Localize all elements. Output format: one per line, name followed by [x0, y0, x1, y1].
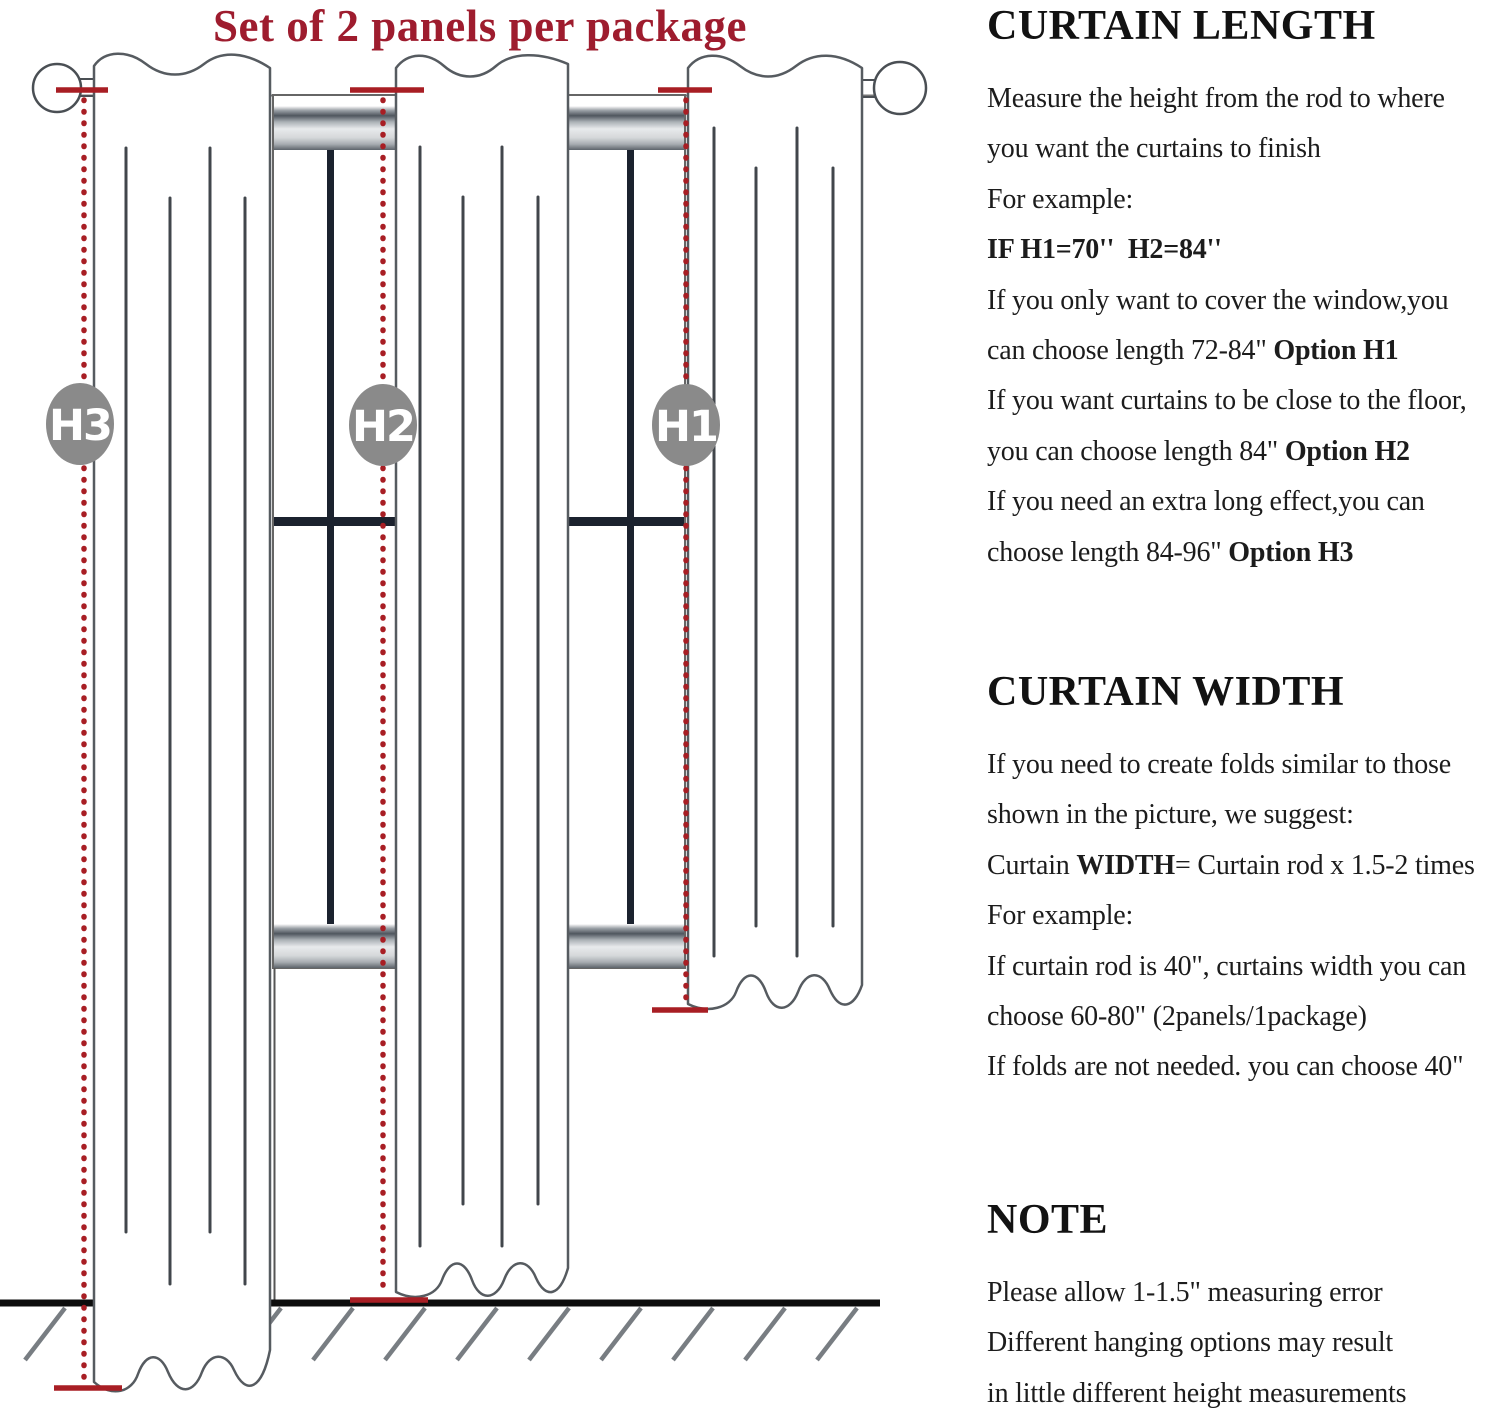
- text-line: [987, 1042, 1500, 1092]
- curtain-panel-h3: [94, 54, 270, 1392]
- text-segment: If folds are not needed. you can choose 40": [987, 1051, 1464, 1083]
- section-note: [987, 1196, 1500, 1413]
- curtain-panel-h1: [688, 56, 862, 1009]
- text-line: [987, 225, 1500, 275]
- text-segment-bold: Option H3: [1228, 536, 1354, 568]
- text-segment-bold: Option H1: [1273, 334, 1399, 366]
- text-line: [987, 992, 1500, 1042]
- text-segment: If you only want to cover the window,you: [987, 284, 1449, 316]
- text-line: [987, 1318, 1500, 1368]
- section-curtain-width: [987, 668, 1500, 1093]
- section-body: [987, 740, 1500, 1093]
- section-body: [987, 1268, 1500, 1413]
- text-segment: choose 60-80" (2panels/1package): [987, 1000, 1367, 1032]
- section-heading: CURTAIN WIDTH: [987, 669, 1345, 715]
- text-segment-bold: IF H1=70'' H2=84'': [987, 234, 1222, 266]
- text-line: [987, 74, 1500, 124]
- text-line: [987, 841, 1500, 891]
- text-line: [987, 376, 1500, 426]
- text-segment: Measure the height from the rod to where: [987, 83, 1445, 114]
- section-heading: NOTE: [987, 1197, 1109, 1243]
- text-line: [987, 1369, 1500, 1413]
- badge-label-h2: H2: [352, 402, 414, 452]
- text-segment: = Curtain rod x 1.5-2 times: [1174, 849, 1475, 881]
- instructions-column: [987, 0, 1500, 1413]
- text-line: [987, 1268, 1500, 1318]
- window-mullion-vertical-left: [327, 150, 334, 924]
- text-segment: For example:: [987, 183, 1134, 215]
- badge-label-h1: H1: [655, 402, 717, 452]
- text-line: [987, 175, 1500, 225]
- text-segment: you can choose length 84": [987, 435, 1285, 467]
- text-line: [987, 124, 1500, 174]
- section-heading: CURTAIN LENGTH: [987, 3, 1376, 49]
- text-line: [987, 477, 1500, 527]
- text-segment: in little different height measurements: [987, 1377, 1407, 1409]
- text-line: [987, 891, 1500, 941]
- section-curtain-length: [987, 2, 1500, 578]
- text-segment: Different hanging options may result: [987, 1327, 1393, 1359]
- text-segment: If you need to create folds similar to those: [987, 749, 1451, 780]
- text-line: [987, 276, 1500, 326]
- rod-finial-right: [874, 62, 926, 114]
- text-segment: you want the curtains to finish: [987, 133, 1321, 165]
- diagram-title: Set of 2 panels per package: [213, 1, 747, 51]
- text-line: [987, 790, 1500, 840]
- text-segment: If you want curtains to be close to the floor,: [987, 385, 1467, 417]
- text-segment-bold: WIDTH: [1076, 849, 1175, 881]
- window-mullion-vertical-right: [627, 150, 634, 924]
- curtain-panel-h2: [396, 55, 568, 1297]
- text-segment: can choose length 72-84": [987, 334, 1274, 366]
- text-line: [987, 942, 1500, 992]
- text-line: [987, 326, 1500, 376]
- text-segment: Please allow 1-1.5" measuring error: [987, 1277, 1383, 1308]
- text-segment: shown in the picture, we suggest:: [987, 799, 1354, 831]
- text-line: [987, 427, 1500, 477]
- curtain-h2-outline: [396, 55, 568, 1297]
- text-segment: choose length 84-96": [987, 536, 1229, 568]
- text-segment: For example:: [987, 900, 1134, 932]
- section-body: [987, 74, 1500, 578]
- text-segment-bold: Option H2: [1284, 435, 1410, 467]
- badge-label-h3: H3: [49, 401, 111, 451]
- text-segment: Curtain: [987, 849, 1077, 881]
- text-segment: If curtain rod is 40", curtains width you can: [987, 950, 1467, 982]
- text-line: [987, 528, 1500, 578]
- text-segment: If you need an extra long effect,you can: [987, 486, 1425, 518]
- text-line: [987, 740, 1500, 790]
